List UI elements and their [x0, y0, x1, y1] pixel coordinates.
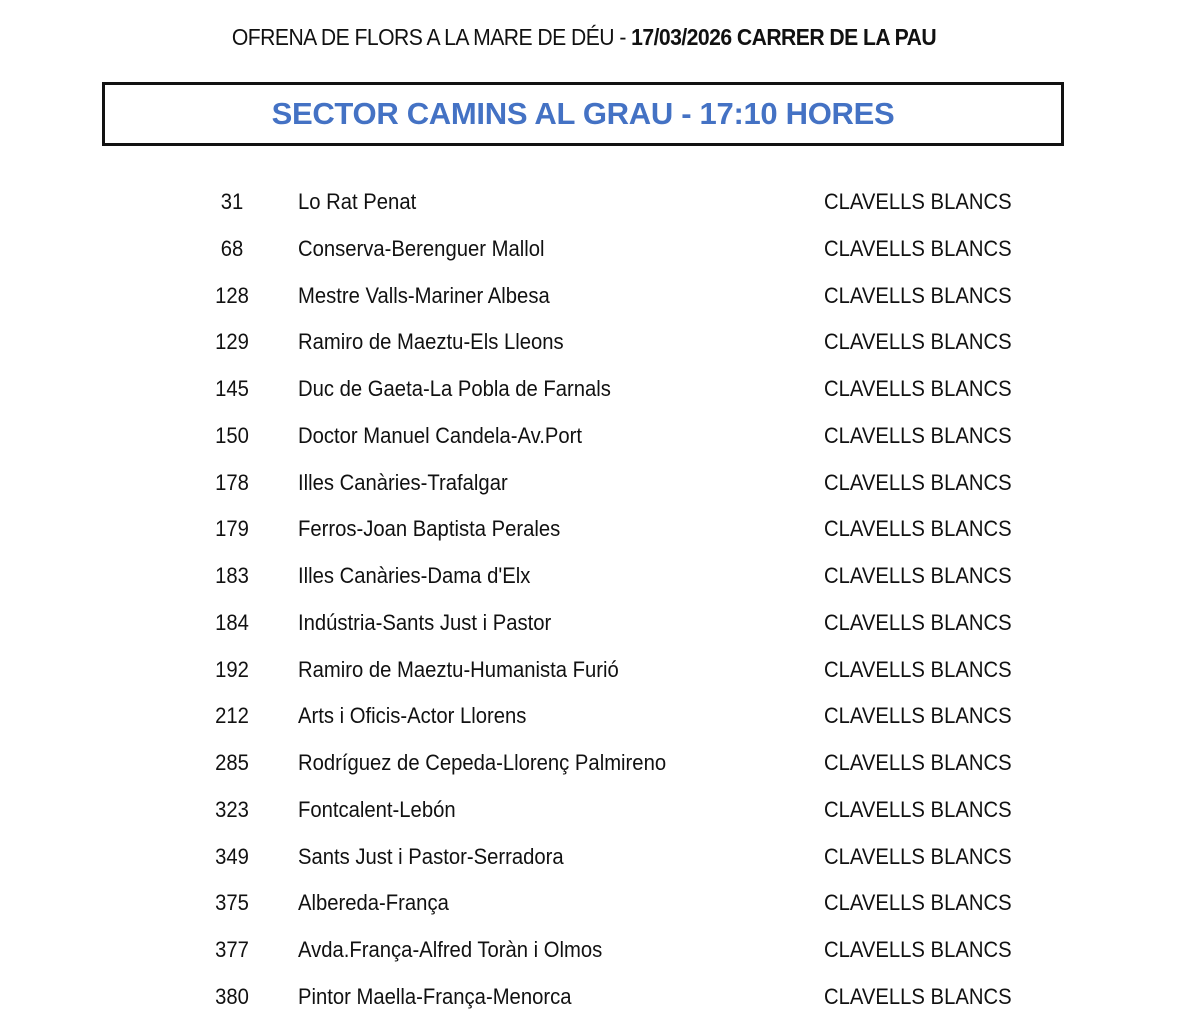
falla-name: Illes Canàries-Trafalgar: [298, 469, 508, 495]
document-header: [47, 24, 1122, 51]
falla-number: 377: [215, 937, 249, 962]
falla-number: 68: [220, 235, 244, 261]
falla-name: Arts i Oficis-Actor Llorens: [298, 703, 527, 729]
list-item: [0, 601, 1200, 648]
flower-type: CLAVELLS BLANCS: [824, 469, 1012, 495]
list-item: [0, 835, 1200, 882]
list-item: [0, 320, 1200, 367]
falla-name: Rodríguez de Cepeda-Llorenç Palmireno: [298, 750, 667, 775]
flower-type: CLAVELLS BLANCS: [824, 329, 1012, 355]
header-prefix: OFRENA DE FLORS A LA MARE DE DÉU -: [231, 24, 632, 50]
flower-type: CLAVELLS BLANCS: [824, 703, 1012, 729]
falla-name: Pintor Maella-França-Menorca: [298, 983, 572, 1009]
flower-type: CLAVELLS BLANCS: [824, 563, 1012, 588]
falla-number: 349: [215, 843, 249, 869]
falla-number: 128: [215, 282, 249, 308]
falla-number: 323: [215, 796, 249, 822]
list-item: [0, 461, 1200, 508]
list-item: [0, 975, 1200, 1022]
falla-number: 179: [215, 516, 249, 542]
falla-number: 129: [215, 329, 249, 355]
falla-name: Mestre Valls-Mariner Albesa: [298, 282, 550, 308]
falla-name: Doctor Manuel Candela-Av.Port: [298, 422, 583, 448]
flower-type: CLAVELLS BLANCS: [824, 796, 1012, 822]
list-item: [0, 554, 1200, 601]
falla-name: Fontcalent-Lebón: [298, 796, 456, 822]
falla-name: Lo Rat Penat: [298, 189, 417, 214]
falla-number: 183: [215, 563, 249, 588]
falla-name: Sants Just i Pastor-Serradora: [298, 843, 564, 869]
falla-number: 192: [215, 656, 249, 682]
list-item: [0, 788, 1200, 835]
header-date-place: 17/03/2026 CARRER DE LA PAU: [631, 24, 937, 50]
flower-type: CLAVELLS BLANCS: [824, 983, 1012, 1009]
falla-name: Ramiro de Maeztu-Els Lleons: [298, 329, 564, 355]
flower-type: CLAVELLS BLANCS: [824, 890, 1012, 916]
falla-number: 178: [215, 469, 249, 495]
flower-type: CLAVELLS BLANCS: [824, 516, 1012, 542]
falla-name: Albereda-França: [298, 890, 449, 916]
falla-list: [0, 180, 1200, 1022]
falla-number: 285: [215, 750, 249, 775]
list-item: [0, 881, 1200, 928]
list-item: [0, 648, 1200, 695]
falla-name: Illes Canàries-Dama d'Elx: [298, 563, 531, 588]
falla-number: 212: [215, 703, 249, 729]
falla-name: Indústria-Sants Just i Pastor: [298, 609, 552, 635]
list-item: [0, 274, 1200, 321]
falla-number: 31: [220, 189, 244, 214]
flower-type: CLAVELLS BLANCS: [824, 282, 1012, 308]
flower-type: CLAVELLS BLANCS: [824, 609, 1012, 635]
list-item: [0, 741, 1200, 788]
falla-number: 375: [215, 890, 249, 916]
sector-title: SECTOR CAMINS AL GRAU - 17:10 HORES: [271, 96, 895, 131]
flower-type: CLAVELLS BLANCS: [824, 189, 1012, 214]
flower-type: CLAVELLS BLANCS: [824, 937, 1012, 962]
falla-name: Duc de Gaeta-La Pobla de Farnals: [298, 376, 611, 401]
sector-title-box: [102, 82, 1064, 146]
falla-name: Ramiro de Maeztu-Humanista Furió: [298, 656, 619, 682]
list-item: [0, 694, 1200, 741]
list-item: [0, 414, 1200, 461]
flower-type: CLAVELLS BLANCS: [824, 656, 1012, 682]
list-item: [0, 367, 1200, 414]
falla-number: 184: [215, 609, 249, 635]
flower-type: CLAVELLS BLANCS: [824, 843, 1012, 869]
falla-name: Avda.França-Alfred Toràn i Olmos: [298, 937, 603, 962]
flower-type: CLAVELLS BLANCS: [824, 376, 1012, 401]
list-item: [0, 227, 1200, 274]
list-item: [0, 928, 1200, 975]
falla-name: Conserva-Berenguer Mallol: [298, 235, 545, 261]
falla-number: 150: [215, 422, 249, 448]
list-item: [0, 180, 1200, 227]
flower-type: CLAVELLS BLANCS: [824, 235, 1012, 261]
flower-type: CLAVELLS BLANCS: [824, 422, 1012, 448]
flower-type: CLAVELLS BLANCS: [824, 750, 1012, 775]
falla-number: 380: [215, 983, 249, 1009]
list-item: [0, 507, 1200, 554]
falla-number: 145: [215, 376, 249, 401]
falla-name: Ferros-Joan Baptista Perales: [298, 516, 561, 542]
